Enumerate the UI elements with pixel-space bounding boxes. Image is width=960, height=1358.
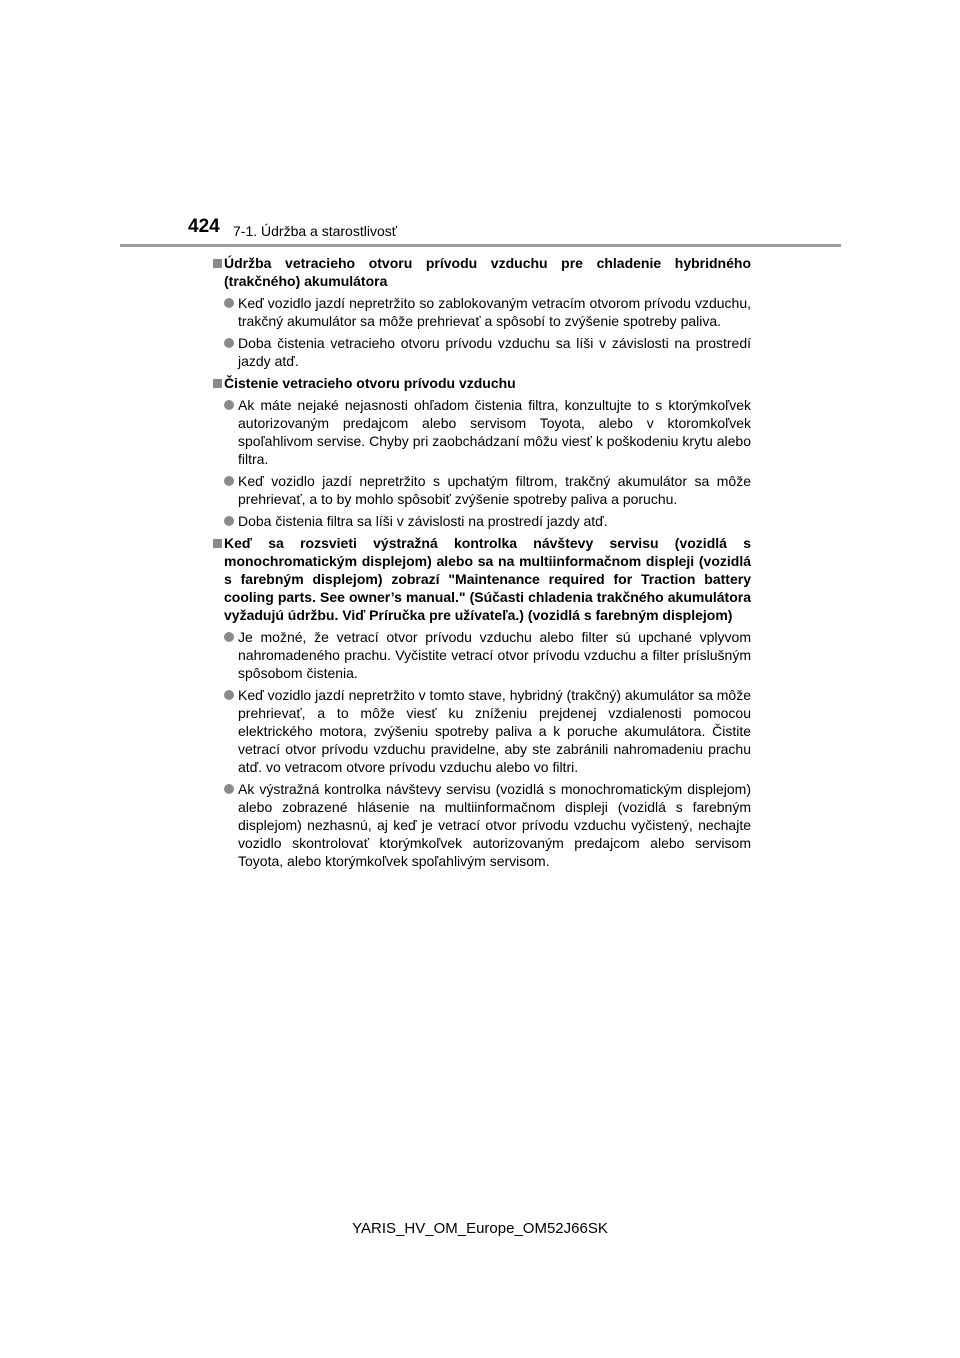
list-item-text: Keď vozidlo jazdí nepretržito so zablokovaným vetracím otvorom prívodu vzduchu, trakčný akumulátor sa môže prehrievať a spôsobí to zvýšenie spotreby paliva. [238, 295, 751, 329]
square-bullet-icon [213, 539, 222, 548]
list-item-text: Je možné, že vetrací otvor prívodu vzduchu alebo filter sú upchané vplyvom nahromadeného prachu. Vyčistite vetrací otvor prívodu vzduchu a filter príslušným spôsobom čistenia. [238, 629, 751, 681]
list-item [213, 628, 751, 682]
section-heading [213, 374, 751, 392]
circle-bullet-icon [224, 338, 234, 348]
circle-bullet-icon [224, 690, 234, 700]
square-bullet-icon [213, 259, 222, 268]
section-heading-text: Údržba vetracieho otvoru prívodu vzduchu pre chladenie hybridného (trakčného) akumulátora [224, 255, 751, 289]
list-item [213, 780, 751, 870]
list-item [213, 334, 751, 370]
list-item-text: Keď vozidlo jazdí nepretržito s upchatým filtrom, trakčný akumulátor sa môže prehrievať, a to by mohlo spôsobiť zvýšenie spotreby paliva a poruchu. [238, 473, 751, 507]
section-vent-cleaning [213, 374, 751, 530]
page-footer: YARIS_HV_OM_Europe_OM52J66SK [352, 1220, 608, 1237]
section-heading-text: Čistenie vetracieho otvoru prívodu vzduchu [224, 375, 516, 391]
section-heading-text: Keď sa rozsvieti výstražná kontrolka návštevy servisu (vozidlá s monochromatickým displejom) alebo sa na multiinformačnom displeji (vozidlá s farebným displejom) zobrazí "Maintenance required for Traction battery cooling parts. See owner’s manual." (Súčasti chladenia trakčného akumulátora vyžadujú údržbu. Viď Príručka pre užívateľa.) (vozidlá s farebným displejom) [224, 535, 751, 623]
square-bullet-icon [213, 379, 222, 388]
section-warning-light [213, 534, 751, 870]
circle-bullet-icon [224, 400, 234, 410]
section-title: 7-1. Údržba a starostlivosť [233, 223, 397, 239]
list-item [213, 294, 751, 330]
header-divider [120, 244, 841, 247]
circle-bullet-icon [224, 784, 234, 794]
circle-bullet-icon [224, 298, 234, 308]
section-vent-maintenance [213, 254, 751, 370]
circle-bullet-icon [224, 632, 234, 642]
list-item-text: Doba čistenia filtra sa líši v závislosti na prostredí jazdy atď. [238, 513, 608, 529]
main-content [213, 254, 751, 874]
list-item [213, 396, 751, 468]
circle-bullet-icon [224, 476, 234, 486]
list-item-text: Keď vozidlo jazdí nepretržito v tomto stave, hybridný (trakčný) akumulátor sa môže prehrievať, a to môže viesť ku zníženiu prejdenej vzdialenosti pomocou elektrického motora, zvýšeniu spotreby paliva a k poruche akumulátora. Čistite vetrací otvor prívodu vzduchu pravidelne, aby ste zabránili nahromadeniu prachu atď. vo vetracom otvore prívodu vzduchu alebo vo filtri. [238, 687, 751, 775]
page-header [0, 0, 960, 250]
section-heading [213, 254, 751, 290]
list-item-text: Ak máte nejaké nejasnosti ohľadom čistenia filtra, konzultujte to s ktorýmkoľvek autorizovaným predajcom alebo servisom Toyota, alebo v ktoromkoľvek spoľahlivom servise. Chyby pri zaobchádzaní môžu viesť k poškodeniu krytu alebo filtra. [238, 397, 751, 467]
list-item [213, 472, 751, 508]
list-item [213, 512, 751, 530]
page-number: 424 [188, 216, 220, 237]
list-item-text: Doba čistenia vetracieho otvoru prívodu vzduchu sa líši v závislosti na prostredí jazdy atď. [238, 335, 751, 369]
list-item [213, 686, 751, 776]
circle-bullet-icon [224, 516, 234, 526]
list-item-text: Ak výstražná kontrolka návštevy servisu (vozidlá s monochromatickým displejom) alebo zobrazené hlásenie na multiinformačnom displeji (vozidlá s farebným displejom) nezhasnú, aj keď je vetrací otvor prívodu vzduchu vyčistený, nechajte vozidlo skontrolovať ktorýmkoľvek autorizovaným predajcom alebo servisom Toyota, alebo ktorýmkoľvek spoľahlivým servisom. [238, 781, 751, 869]
section-heading [213, 534, 751, 624]
